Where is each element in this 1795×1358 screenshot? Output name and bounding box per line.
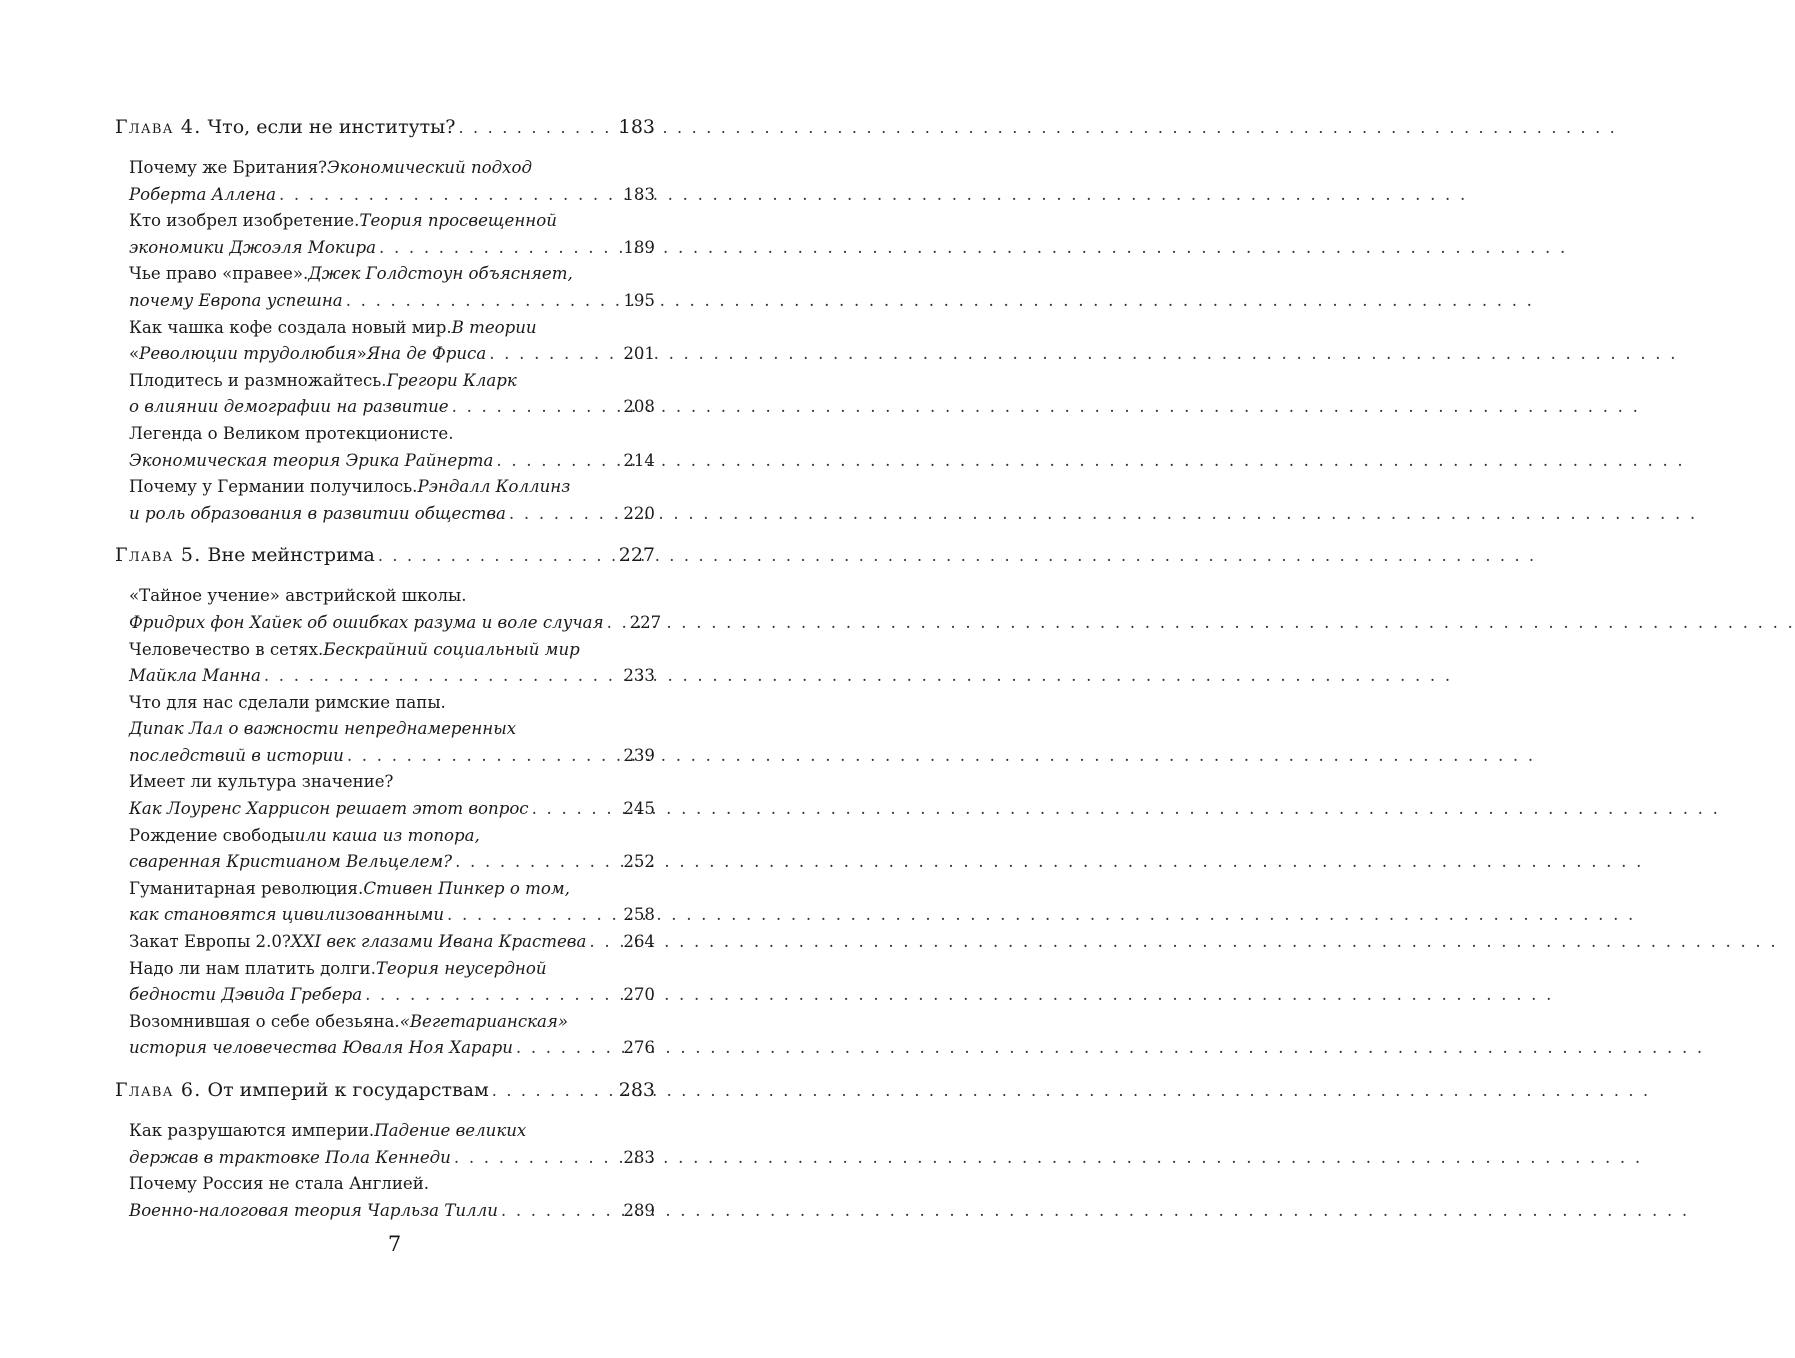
- entry-subtitle: как становятся цивилизованными: [129, 905, 445, 925]
- toc-entry[interactable]: [129, 158, 655, 211]
- leader-dots: [496, 451, 620, 470]
- entry-line: [129, 477, 655, 504]
- table-of-contents: [115, 116, 662, 1227]
- leader-dots: [501, 1201, 620, 1220]
- chapter-page-number: 183: [618, 116, 655, 138]
- entry-subtitle: Яна де Фриса: [366, 344, 487, 364]
- entry-line: [129, 211, 655, 238]
- entry-page-number: 283: [623, 1147, 655, 1167]
- entry-title: Чье право «правее».: [129, 264, 309, 284]
- entry-line: [129, 424, 655, 451]
- chapter-heading[interactable]: [115, 116, 655, 152]
- toc-entry[interactable]: [129, 1121, 655, 1174]
- entry-subtitle: Падение великих: [374, 1121, 527, 1140]
- entry-page-number: 233: [623, 666, 655, 686]
- entry-page-number: 239: [623, 745, 655, 765]
- entry-title: «Тайное учение» австрийской школы.: [129, 586, 467, 606]
- entry-subtitle: Дипак Лал о важности непреднамеренных: [129, 719, 517, 739]
- entry-subtitle: последствий в истории: [129, 745, 344, 765]
- entry-title: Плодитесь и размножайтесь.: [129, 370, 387, 390]
- entry-line: [129, 238, 655, 265]
- entry-title: Возомнившая о себе обезьяна.: [129, 1011, 400, 1031]
- chapter-name: Что, если не институты?: [207, 116, 456, 138]
- entry-line: [129, 612, 662, 640]
- entry-line: [129, 826, 655, 853]
- entry-subtitle: Фридрих фон Хайек об ошибках разума и воле случая: [129, 612, 604, 632]
- page-number: 7: [387, 1232, 402, 1256]
- entry-subtitle: о влиянии демографии на развитие: [129, 397, 449, 417]
- entry-subtitle: Роберта Аллена: [129, 184, 276, 204]
- chapter-name: От империй к государствам: [207, 1079, 489, 1101]
- entry-line: [129, 932, 655, 959]
- toc-entry[interactable]: [129, 318, 655, 371]
- chapter-label: Глава 4.: [115, 116, 202, 138]
- toc-entry[interactable]: [129, 826, 655, 879]
- leader-dots: [516, 1038, 620, 1057]
- entry-line: [129, 772, 655, 799]
- leader-dots: [378, 546, 616, 565]
- entry-line: [129, 746, 655, 773]
- entry-line: [129, 371, 655, 398]
- entry-line: [129, 666, 655, 693]
- entry-page-number: 214: [623, 450, 655, 470]
- entry-subtitle: Рэндалл Коллинз: [417, 477, 571, 497]
- entry-subtitle: или каша из топора,: [294, 825, 480, 845]
- leader-dots: [365, 985, 620, 1004]
- chapter-page-number: 227: [618, 544, 655, 567]
- entry-page-number: 289: [623, 1200, 655, 1220]
- entry-page-number: 245: [623, 799, 655, 819]
- chapter-name: Вне мейнстрима: [207, 544, 375, 567]
- leader-dots: [454, 1148, 620, 1167]
- entry-page-number: 227: [629, 612, 662, 632]
- chapter-heading[interactable]: [115, 1079, 655, 1115]
- leader-dots: [347, 746, 620, 765]
- toc-entry[interactable]: [129, 264, 655, 317]
- entry-subtitle: Революции трудолюбия: [139, 344, 357, 364]
- toc-entry[interactable]: [129, 586, 662, 639]
- leader-dots: [458, 118, 615, 137]
- entry-line: [129, 451, 655, 478]
- entry-page-number: 183: [623, 184, 655, 204]
- entry-line: [129, 291, 655, 318]
- leader-dots: [532, 799, 621, 818]
- entry-line: [129, 344, 655, 371]
- entry-line: [129, 264, 655, 291]
- entry-subtitle: «Вегетарианская»: [399, 1011, 569, 1031]
- entry-line: [129, 693, 655, 720]
- entry-subtitle: держав в трактовке Пола Кеннеди: [129, 1147, 451, 1167]
- entry-line: [129, 1201, 655, 1228]
- entry-line: [129, 640, 655, 667]
- toc-entry[interactable]: [129, 211, 655, 264]
- entry-page-number: 189: [623, 237, 655, 257]
- toc-entry[interactable]: [129, 477, 655, 530]
- entry-title: Человечество в сетях.: [129, 639, 324, 659]
- leader-dots: [455, 852, 620, 871]
- chapter-page-number: 283: [618, 1079, 655, 1101]
- leader-dots: [452, 397, 621, 416]
- entry-line: [129, 879, 655, 906]
- entry-title: Рождение свободы: [129, 825, 295, 845]
- chapter-label: Глава 5.: [115, 544, 202, 567]
- entry-subtitle: Джек Голдстоун объясняет,: [308, 264, 573, 284]
- entry-subtitle: и роль образования в развитии общества: [129, 503, 506, 523]
- entry-line: [129, 852, 655, 879]
- entry-subtitle: история человечества Юваля Ноя Харари: [129, 1038, 513, 1058]
- entry-title: Почему же Британия?: [129, 158, 327, 177]
- toc-entry[interactable]: [129, 932, 655, 959]
- entry-line: [129, 1012, 655, 1039]
- entry-line: [129, 719, 655, 746]
- entry-title: Гуманитарная революция.: [129, 878, 364, 898]
- entry-subtitle: Теория просвещенной: [359, 211, 557, 231]
- entry-subtitle: Военно-налоговая теория Чарльза Тилли: [129, 1200, 498, 1220]
- entry-line: [129, 158, 655, 185]
- toc-entry[interactable]: [129, 959, 655, 1012]
- entry-subtitle: почему Европа успешна: [129, 290, 343, 310]
- entry-title: Закат Европы 2.0?: [129, 932, 291, 952]
- leader-dots: [279, 185, 620, 204]
- chapter-title: [115, 1079, 489, 1101]
- entry-page-number: 276: [623, 1038, 655, 1058]
- entry-title: Почему у Германии получилось.: [129, 477, 418, 497]
- entry-subtitle: Экономическая теория Эрика Райнерта: [129, 450, 494, 470]
- entry-line: [129, 905, 655, 932]
- entry-subtitle: В теории: [451, 317, 537, 337]
- entry-line: [129, 185, 655, 212]
- entry-line: [129, 586, 655, 613]
- entry-page-number: 195: [623, 290, 655, 310]
- entry-page-number: 220: [623, 503, 655, 523]
- chapter-heading[interactable]: [115, 544, 655, 580]
- entry-title: Как чашка кофе создала новый мир.: [129, 317, 452, 337]
- entry-subtitle: Теория неусердной: [375, 958, 547, 978]
- entry-title: Кто изобрел изобретение.: [129, 211, 360, 231]
- leader-dots: [346, 291, 621, 310]
- entry-line: [129, 504, 655, 531]
- entry-title: Легенда о Великом протекционисте.: [129, 423, 454, 443]
- entry-title: »: [356, 344, 367, 364]
- entry-line: [129, 397, 655, 424]
- entry-title: «: [129, 344, 140, 364]
- leader-dots: [447, 905, 620, 924]
- entry-subtitle: Грегори Кларк: [386, 370, 517, 390]
- entry-subtitle: сваренная Кристианом Вельцелем?: [129, 852, 453, 872]
- entry-title: Как разрушаются империи.: [129, 1121, 375, 1140]
- entry-title: Надо ли нам платить долги.: [129, 958, 376, 978]
- entry-title: Имеет ли культура значение?: [129, 772, 394, 792]
- leader-dots: [607, 613, 627, 632]
- toc-entry[interactable]: [129, 879, 655, 932]
- entry-subtitle: Бескрайний социальный мир: [323, 639, 580, 659]
- entry-line: [129, 799, 655, 826]
- entry-subtitle: Стивен Пинкер о том,: [363, 878, 570, 898]
- toc-entry[interactable]: [129, 1012, 655, 1065]
- leader-dots: [489, 344, 620, 363]
- toc-entry[interactable]: [129, 371, 655, 424]
- entry-title: Почему Россия не стала Англией.: [129, 1174, 430, 1194]
- leader-dots: [492, 1081, 616, 1100]
- leader-dots: [509, 504, 620, 523]
- chapter-title: [115, 116, 455, 138]
- entry-subtitle: экономики Джоэля Мокира: [129, 237, 376, 257]
- toc-entry[interactable]: [129, 1174, 655, 1227]
- leader-dots: [379, 238, 620, 257]
- entry-subtitle: Экономический подход: [327, 158, 533, 177]
- entry-line: [129, 1038, 655, 1065]
- entry-page-number: 208: [623, 397, 655, 417]
- entry-line: [129, 985, 655, 1012]
- toc-entry[interactable]: [129, 693, 655, 773]
- entry-subtitle: XXI век глазами Ивана Крастева: [290, 932, 587, 952]
- entry-subtitle: Майкла Манна: [129, 666, 261, 686]
- entry-line: [129, 1174, 655, 1201]
- entry-page-number: 270: [623, 985, 655, 1005]
- toc-entry[interactable]: [129, 772, 655, 825]
- chapter-label: Глава 6.: [115, 1079, 202, 1101]
- entry-page-number: 258: [623, 905, 655, 925]
- entry-title: Что для нас сделали римские папы.: [129, 692, 446, 712]
- entry-line: [129, 1121, 655, 1148]
- entry-subtitle: Как Лоуренс Харрисон решает этот вопрос: [129, 799, 529, 819]
- entry-line: [129, 959, 655, 986]
- toc-entry[interactable]: [129, 640, 655, 693]
- entry-line: [129, 318, 655, 345]
- toc-entry[interactable]: [129, 424, 655, 477]
- entry-page-number: 252: [623, 852, 655, 872]
- entry-subtitle: бедности Дэвида Гребера: [129, 985, 363, 1005]
- chapter-title: [115, 544, 375, 566]
- leader-dots: [589, 932, 620, 951]
- leader-dots: [264, 666, 620, 685]
- entry-page-number: 264: [623, 932, 655, 952]
- entry-line: [129, 1148, 655, 1175]
- entry-page-number: 201: [623, 344, 655, 364]
